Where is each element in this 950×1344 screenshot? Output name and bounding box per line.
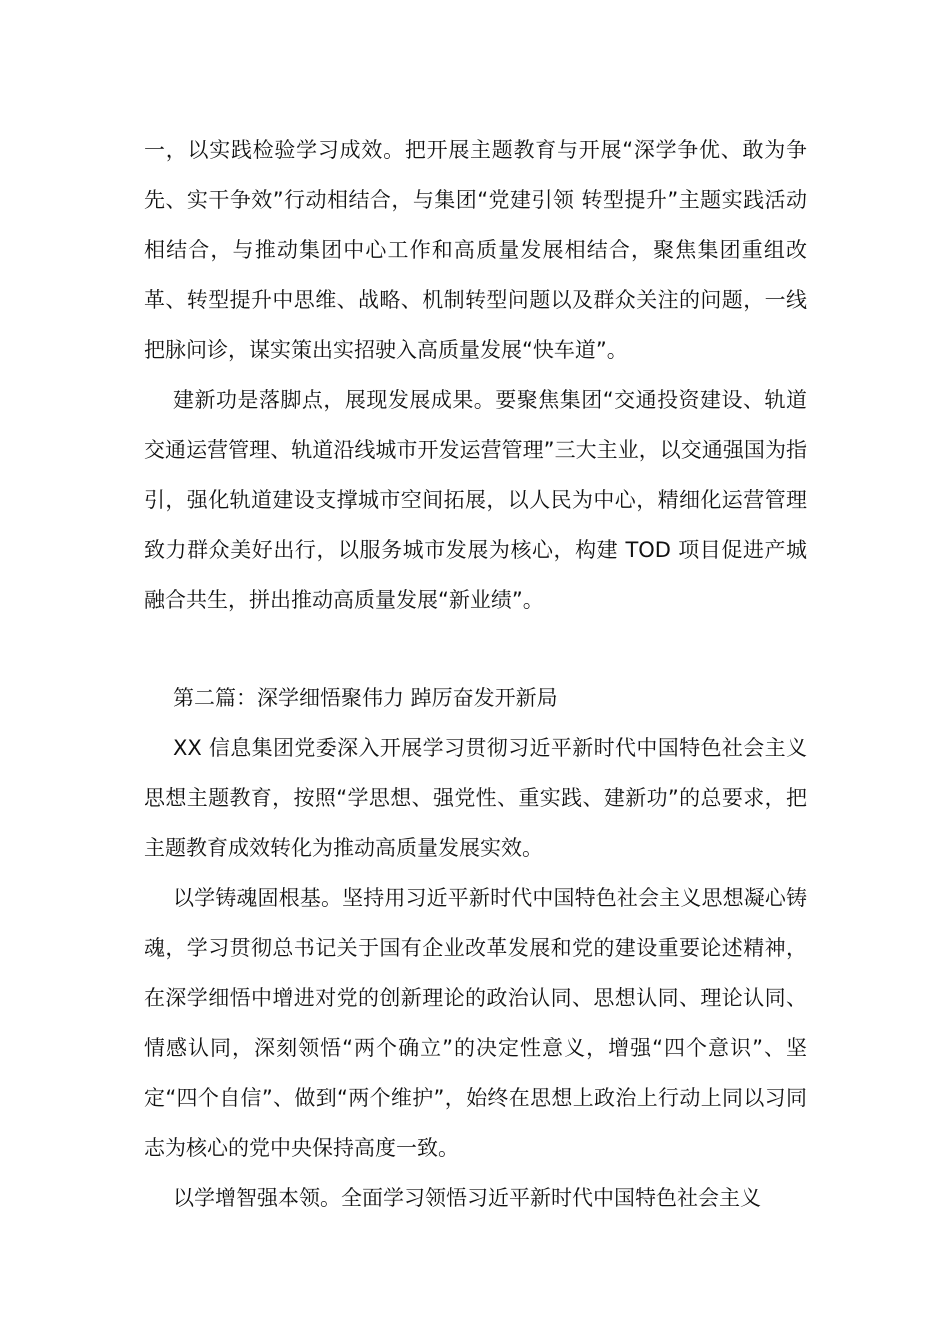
section-gap <box>144 625 807 673</box>
paragraph-wisdom: 以学增智强本领。全面学习领悟习近平新时代中国特色社会主义 <box>173 1186 761 1210</box>
section-title: 第二篇：深学细悟聚伟力 踔厉奋发开新局 <box>173 686 558 710</box>
paragraph-soul: 以学铸魂固根基。坚持用习近平新时代中国特色社会主义思想凝心铸魂，学习贯彻总书记关于国有企业改革发展和党的建设重要论述精神，在深学细悟中增进对党的创新理论的政治认同、思想认同、理论认同、情感认同，深刻领悟“两个确立”的决定性意义，增强“四个意识”、坚定“四个自信”、做到“两个维护”，始终在思想上政治上行动上同以习同志为核心的党中央保持高度一致。 <box>144 886 807 1160</box>
paragraph-practice: 一，以实践检验学习成效。把开展主题教育与开展“深学争优、敢为争先、实干争效”行动相结合，与集团“党建引领 转型提升”主题实践活动相结合，与推动集团中心工作和高质量发展相结合，聚焦集团重组改革、转型提升中思维、战略、机制转型问题以及群众关注的问题，一线把脉问诊，谋实策出实招驶入高质量发展“快车道”。 <box>144 138 807 362</box>
paragraph-intro: XX 信息集团党委深入开展学习贯彻习近平新时代中国特色社会主义思想主题教育，按照“学思想、强党性、重实践、建新功”的总要求，把主题教育成效转化为推动高质量发展实效。 <box>144 736 807 860</box>
document-body <box>144 125 807 1223</box>
paragraph-new-achievements: 建新功是落脚点，展现发展成果。要聚焦集团“交通投资建设、轨道交通运营管理、轨道沿线城市开发运营管理”三大主业，以交通强国为指引，强化轨道建设支撑城市空间拓展，以人民为中心，精细化运营管理致力群众美好出行，以服务城市发展为核心，构建 TOD 项目促进产城融合共生，拼出推动高质量发展“新业绩”。 <box>144 388 807 612</box>
